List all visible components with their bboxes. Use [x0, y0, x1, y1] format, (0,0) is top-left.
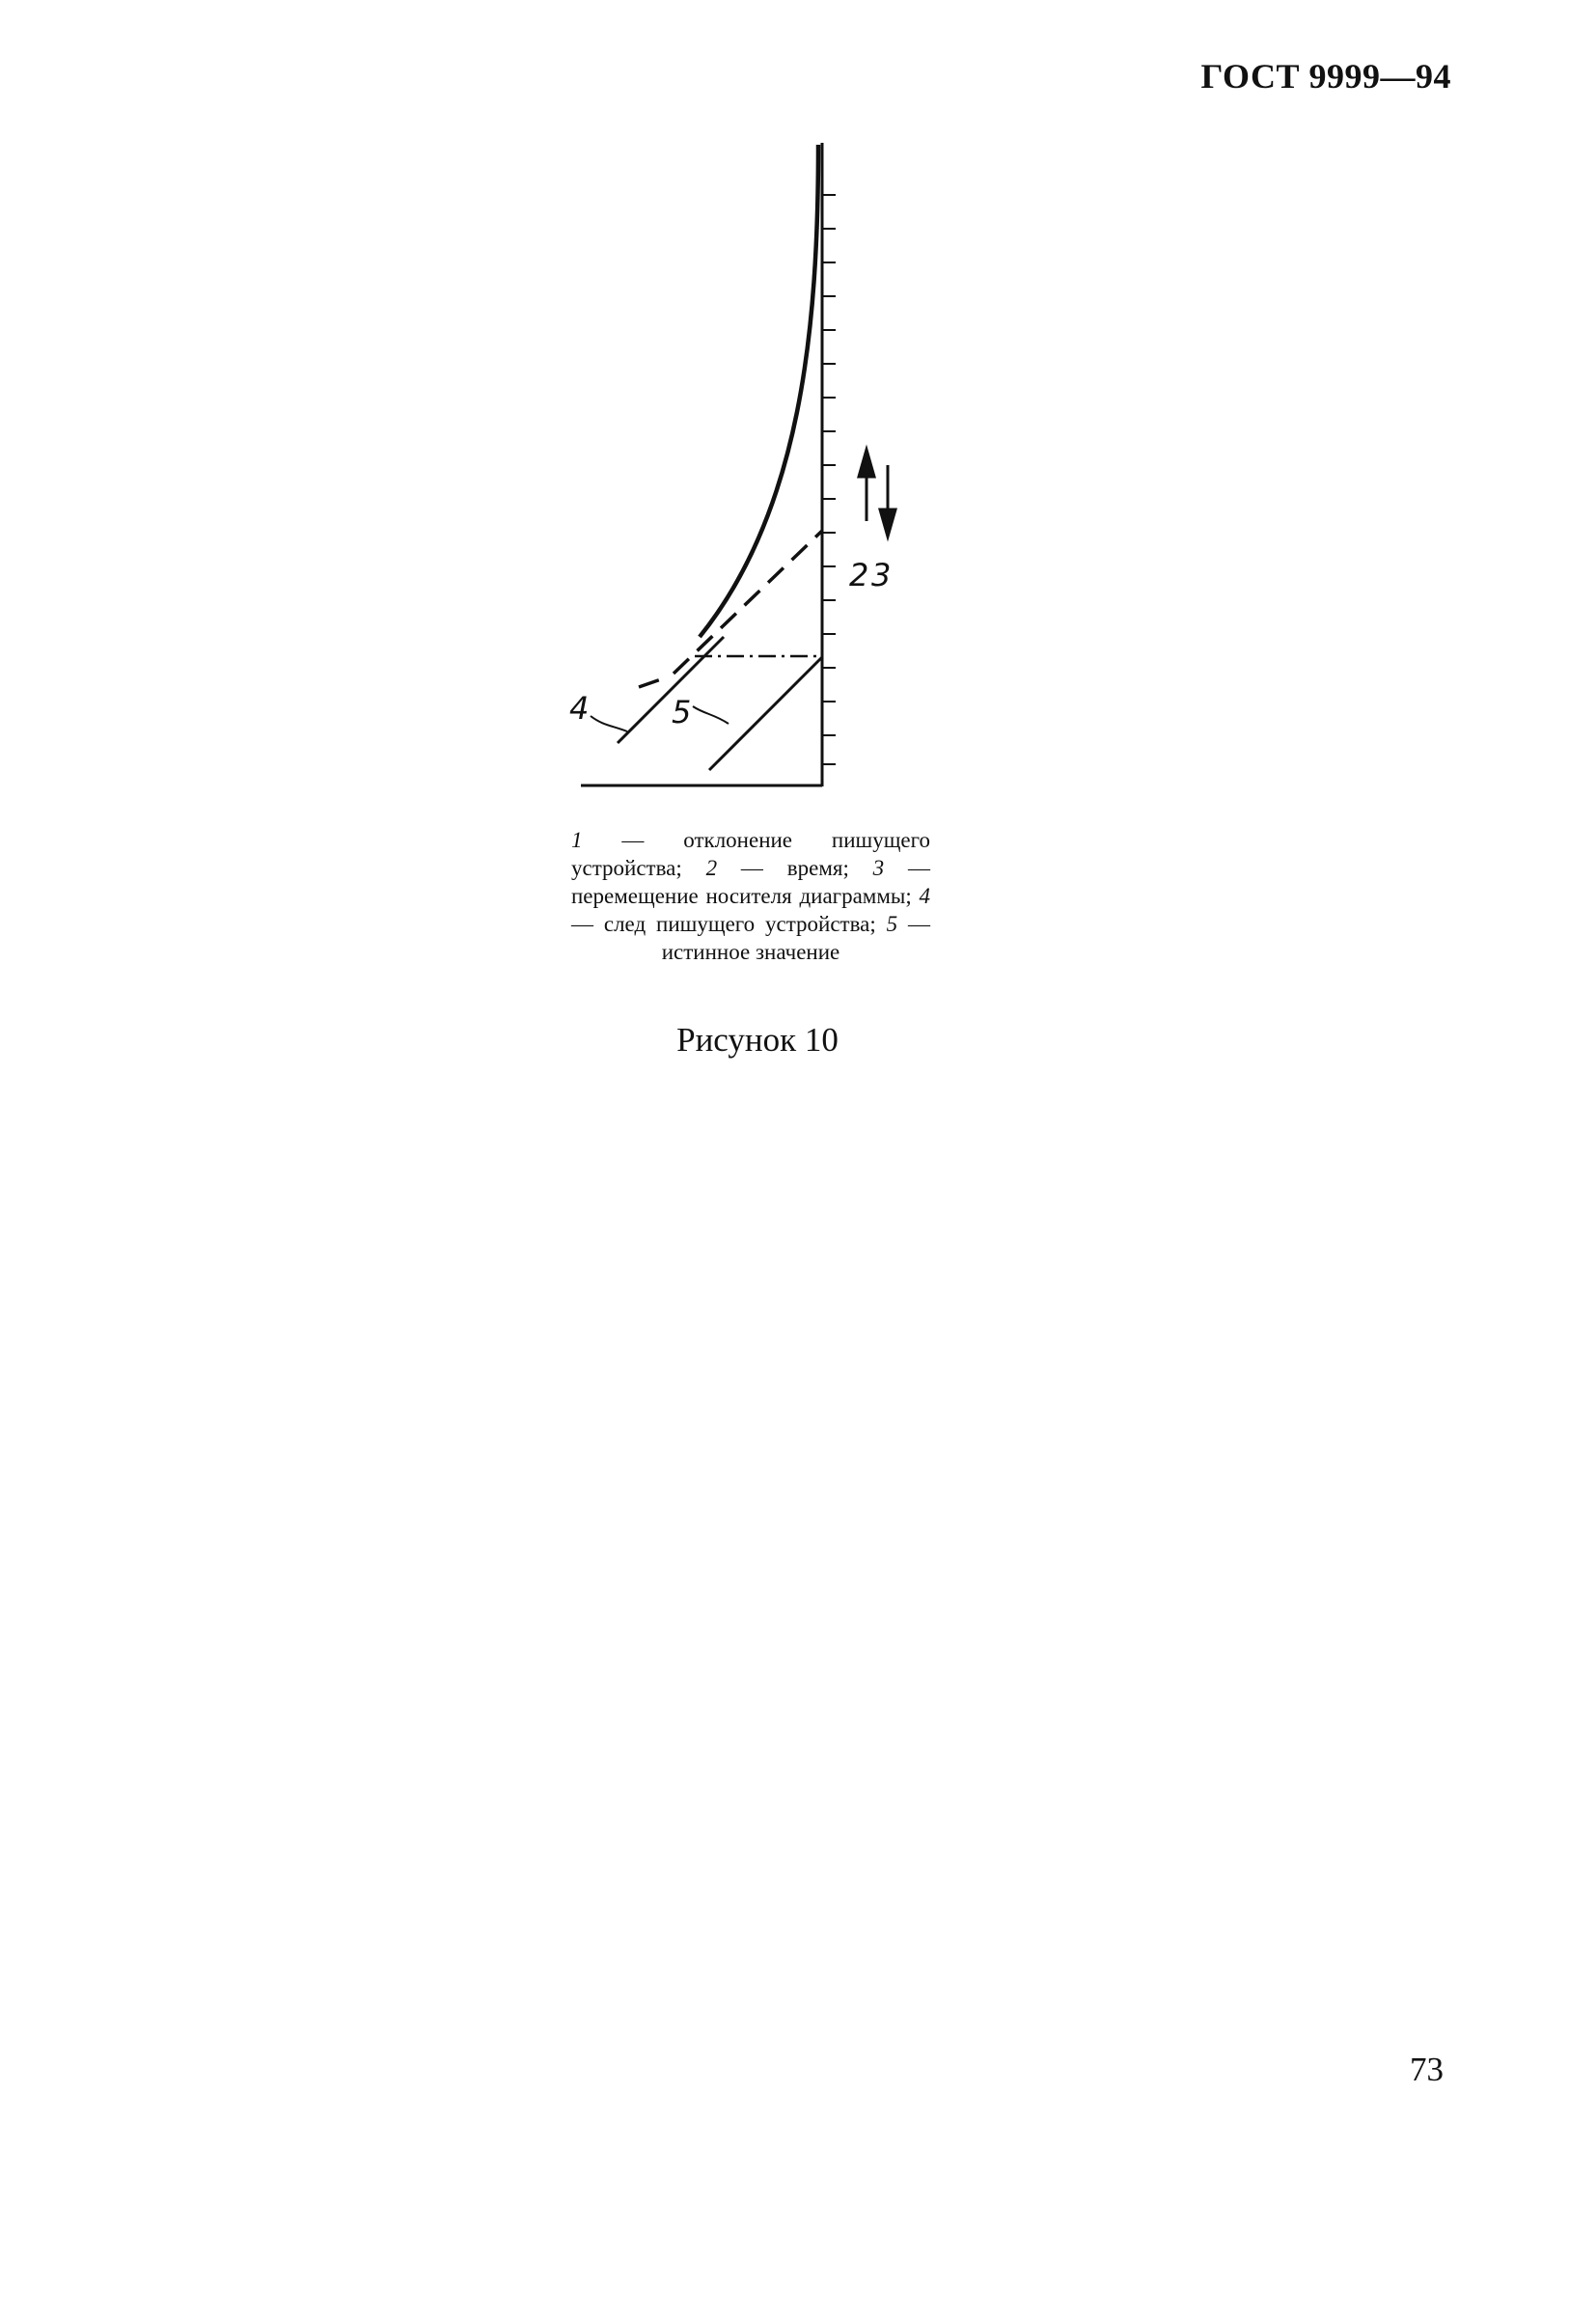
page-number: 73 — [1410, 2051, 1444, 2088]
label-3: 3 — [871, 557, 892, 593]
figure-10-diagram — [569, 135, 955, 801]
down-arrow — [880, 465, 895, 537]
legend-num-5: 5 — [886, 912, 898, 936]
document-header: ГОСТ 9999—94 — [1200, 57, 1451, 96]
legend-num-2: 2 — [705, 856, 718, 880]
legend-num-4: 4 — [919, 884, 931, 908]
diagram-svg — [569, 135, 955, 801]
trace-line-4 — [618, 637, 724, 743]
label-4: 4 — [569, 690, 590, 727]
up-arrow — [859, 450, 874, 521]
legend-text-3: — перемещение носителя диаграммы; — [571, 856, 930, 908]
label-5: 5 — [672, 694, 692, 730]
legend-num-1: 1 — [571, 828, 583, 852]
legend-text-2: — время; — [740, 856, 849, 880]
recorder-trace-curve — [700, 145, 818, 637]
legend-text-5: — истинное значение — [661, 912, 931, 964]
label-4-leader — [591, 716, 627, 731]
dashed-line — [639, 531, 822, 687]
label-5-leader — [693, 706, 729, 724]
legend-num-3: 3 — [872, 856, 885, 880]
axis-ticks — [822, 195, 836, 764]
true-value-line-5 — [709, 657, 822, 770]
figure-title: Рисунок 10 — [676, 1021, 839, 1059]
legend-text-1: — отклонение пишущего устройства; — [571, 828, 931, 880]
figure-legend — [571, 826, 930, 966]
legend-text-4: — след пишущего устройства; — [571, 912, 876, 936]
label-2: 2 — [849, 557, 869, 593]
